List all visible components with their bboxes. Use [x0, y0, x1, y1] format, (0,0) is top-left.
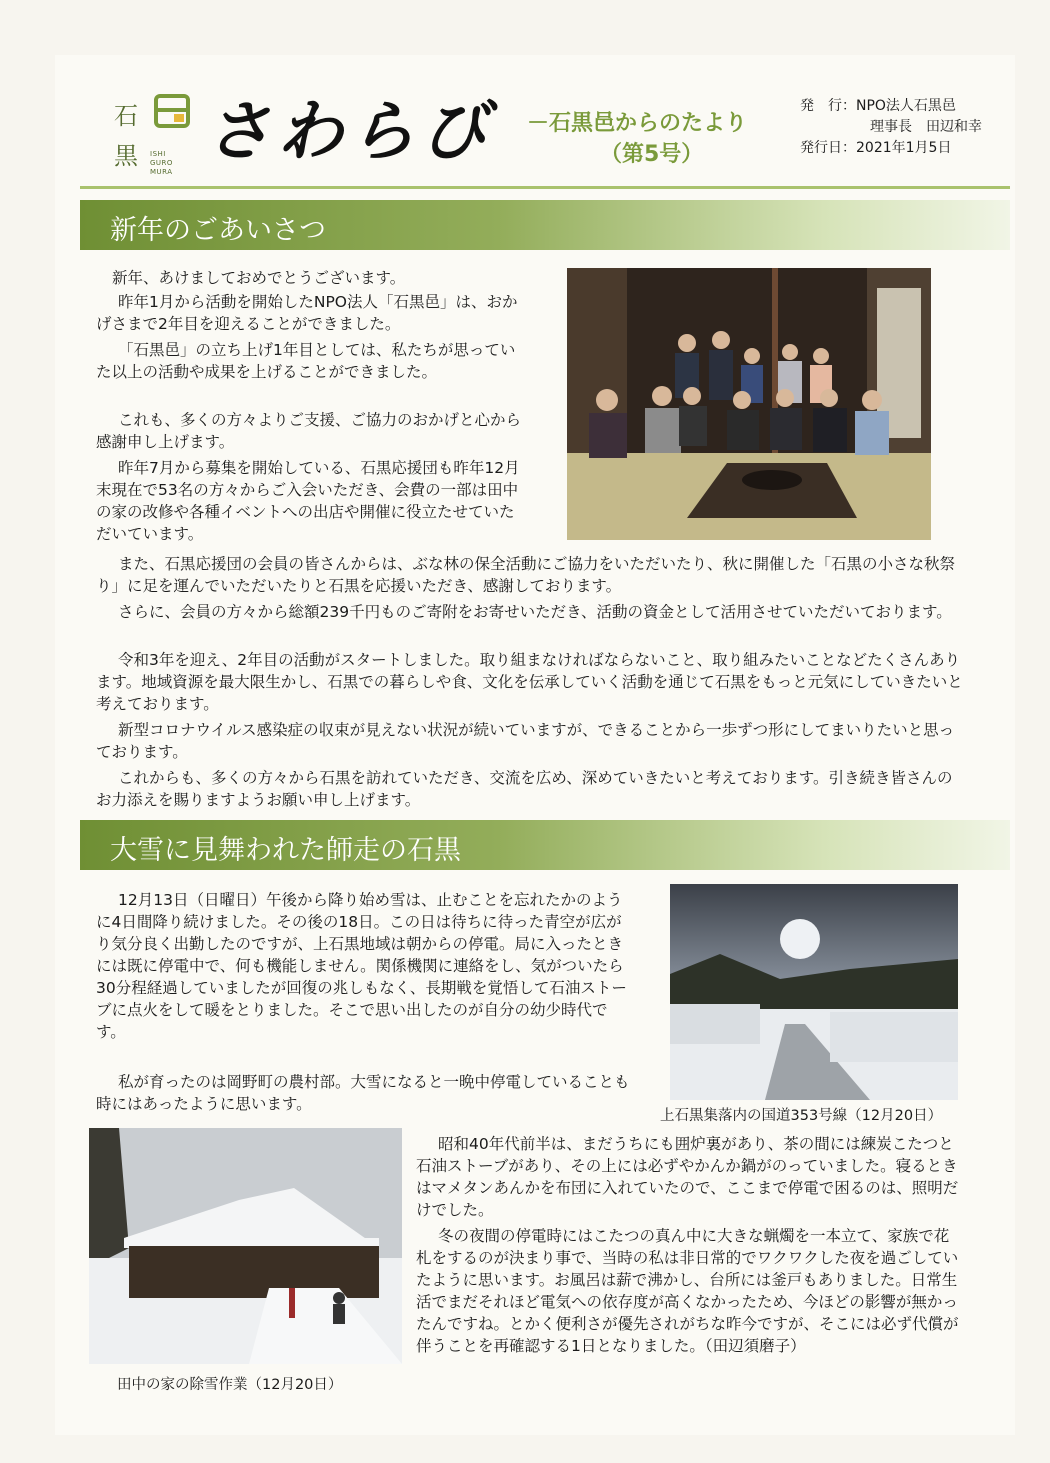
- group-photo: [567, 268, 931, 540]
- logo-char-ishi: 石: [114, 102, 138, 130]
- section-heading-new-year: [80, 200, 1010, 250]
- logo-mark-icon: [152, 92, 192, 132]
- ishiguromura-logo: [112, 92, 190, 182]
- snow-removal-photo: [89, 1128, 402, 1364]
- snow-paragraph-1: 12月13日（日曜日）午後から降り始め雪は、止むことを忘れたかのように4日間降り続けました。その後の18日。この日は待ちに待った青空が広がり気分良く出勤したのですが、上石黒地域は朝からの停電。局に入ったときには既に停電中で、何も機能しません。関係機関に連絡をし、気がついたら30分程経過していましたが回復の兆しもなく、長期戦を覚悟して石油ストーブに点火をして暖をとりました。そこで思い出したのが自分の幼少時代です。: [96, 891, 627, 1041]
- section-heading-heavy-snow: [80, 820, 1010, 870]
- publisher-org: 発 行：NPO法人石黒邑: [800, 98, 956, 114]
- greeting-paragraph-6: また、石黒応援団の会員の皆さんからは、ぶな林の保全活動にご協力をいただいたり、秋に開催した「石黒の小さな秋祭り」に足を運んでいただいたりと石黒を応援いただき、感謝しております。: [96, 555, 956, 595]
- issue-number: （第5号）: [600, 142, 704, 167]
- logo-char-kuro: 黒: [114, 142, 138, 170]
- snow-paragraph-3: 昭和40年代前半は、まだうちにも囲炉裏があり、茶の間には練炭こたつと石油ストーブがあり、その上には必ずやかんか鍋がのっていました。寝るときはマメタンあんかを布団に入れていたので、ここまで停電で困るのは、照明だけでした。: [416, 1135, 959, 1219]
- issue-date: 発行日：2021年1月5日: [800, 140, 952, 156]
- logo-roman: ISHI GURO MURA: [150, 150, 173, 176]
- greeting-paragraph-3: 「石黒邑」の立ち上げ1年目としては、私たちが思っていた以上の活動や成果を上げることができました。: [96, 341, 516, 381]
- greeting-paragraph-8: 令和3年を迎え、2年目の活動がスタートしました。取り組まなければならないこと、取り組みたいことなどたくさんあります。地域資源を最大限生かし、石黒での暮らしや食、文化を伝承していく活動を通じて石黒をもっと元気にしていきたいと考えております。: [96, 651, 963, 713]
- snow-removal-caption: 田中の家の除雪作業（12月20日）: [117, 1377, 343, 1393]
- greeting-paragraph-10: これからも、多くの方々から石黒を訪れていただき、交流を広め、深めていきたいと考えております。引き続き皆さんのお力添えを賜りますようお願い申し上げます。: [96, 769, 953, 809]
- snow-paragraph-2: 私が育ったのは岡野町の農村部。大雪になると一晩中停電していることも時にはあったように思います。: [96, 1073, 630, 1113]
- publisher-info: [800, 96, 982, 159]
- newsletter-title: さわらび: [205, 92, 493, 170]
- publisher-chair: 理事長 田辺和幸: [870, 119, 982, 135]
- snow-road-caption: 上石黒集落内の国道353号線（12月20日）: [660, 1108, 943, 1124]
- newsletter-subtitle: －石黒邑からのたより: [527, 111, 748, 136]
- greeting-paragraph-7: さらに、会員の方々から総額239千円ものご寄附をお寄せいただき、活動の資金として活用させていただいております。: [118, 603, 952, 621]
- greeting-paragraph-4: これも、多くの方々よりご支援、ご協力のおかげと心から感謝申し上げます。: [96, 411, 522, 451]
- greeting-paragraph-2: 昨年1月から活動を開始したNPO法人「石黒邑」は、おかげさまで2年目を迎えることができました。: [96, 293, 518, 333]
- greeting-paragraph-5: 昨年7月から募集を開始している、石黒応援団も昨年12月末現在で53名の方々からご入会いただき、会費の一部は田中の家の改修や各種イベントへの出店や開催に役立たせていただいています。: [96, 459, 520, 543]
- greeting-paragraph-9: 新型コロナウイルス感染症の収束が見えない状況が続いていますが、できることから一歩ずつ形にしてまいりたいと思っております。: [96, 721, 955, 761]
- snow-paragraph-4: 冬の夜間の停電時にはこたつの真ん中に大きな蝋燭を一本立て、家族で花札をするのが決まり事で、当時の私は非日常的でワクワクした夜を過ごしていたように思います。お風呂は薪で沸かし、台所には釜戸もありました。日常生活でまだそれほど電気への依存度が高くなかったため、今ほどの影響が無かったんですね。とかく便利さが優先されがちな昨今ですが、そこには必ず代償が伴うことを再確認する1日となりました。（田辺須磨子）: [416, 1227, 959, 1355]
- section-heading-text: 大雪に見舞われた師走の石黒: [110, 835, 461, 866]
- section-heading-text: 新年のごあいさつ: [110, 215, 326, 246]
- header-divider: [80, 186, 1010, 189]
- greeting-paragraph-1: 新年、あけましておめでとうございます。: [112, 269, 406, 287]
- snow-road-photo: [670, 884, 958, 1100]
